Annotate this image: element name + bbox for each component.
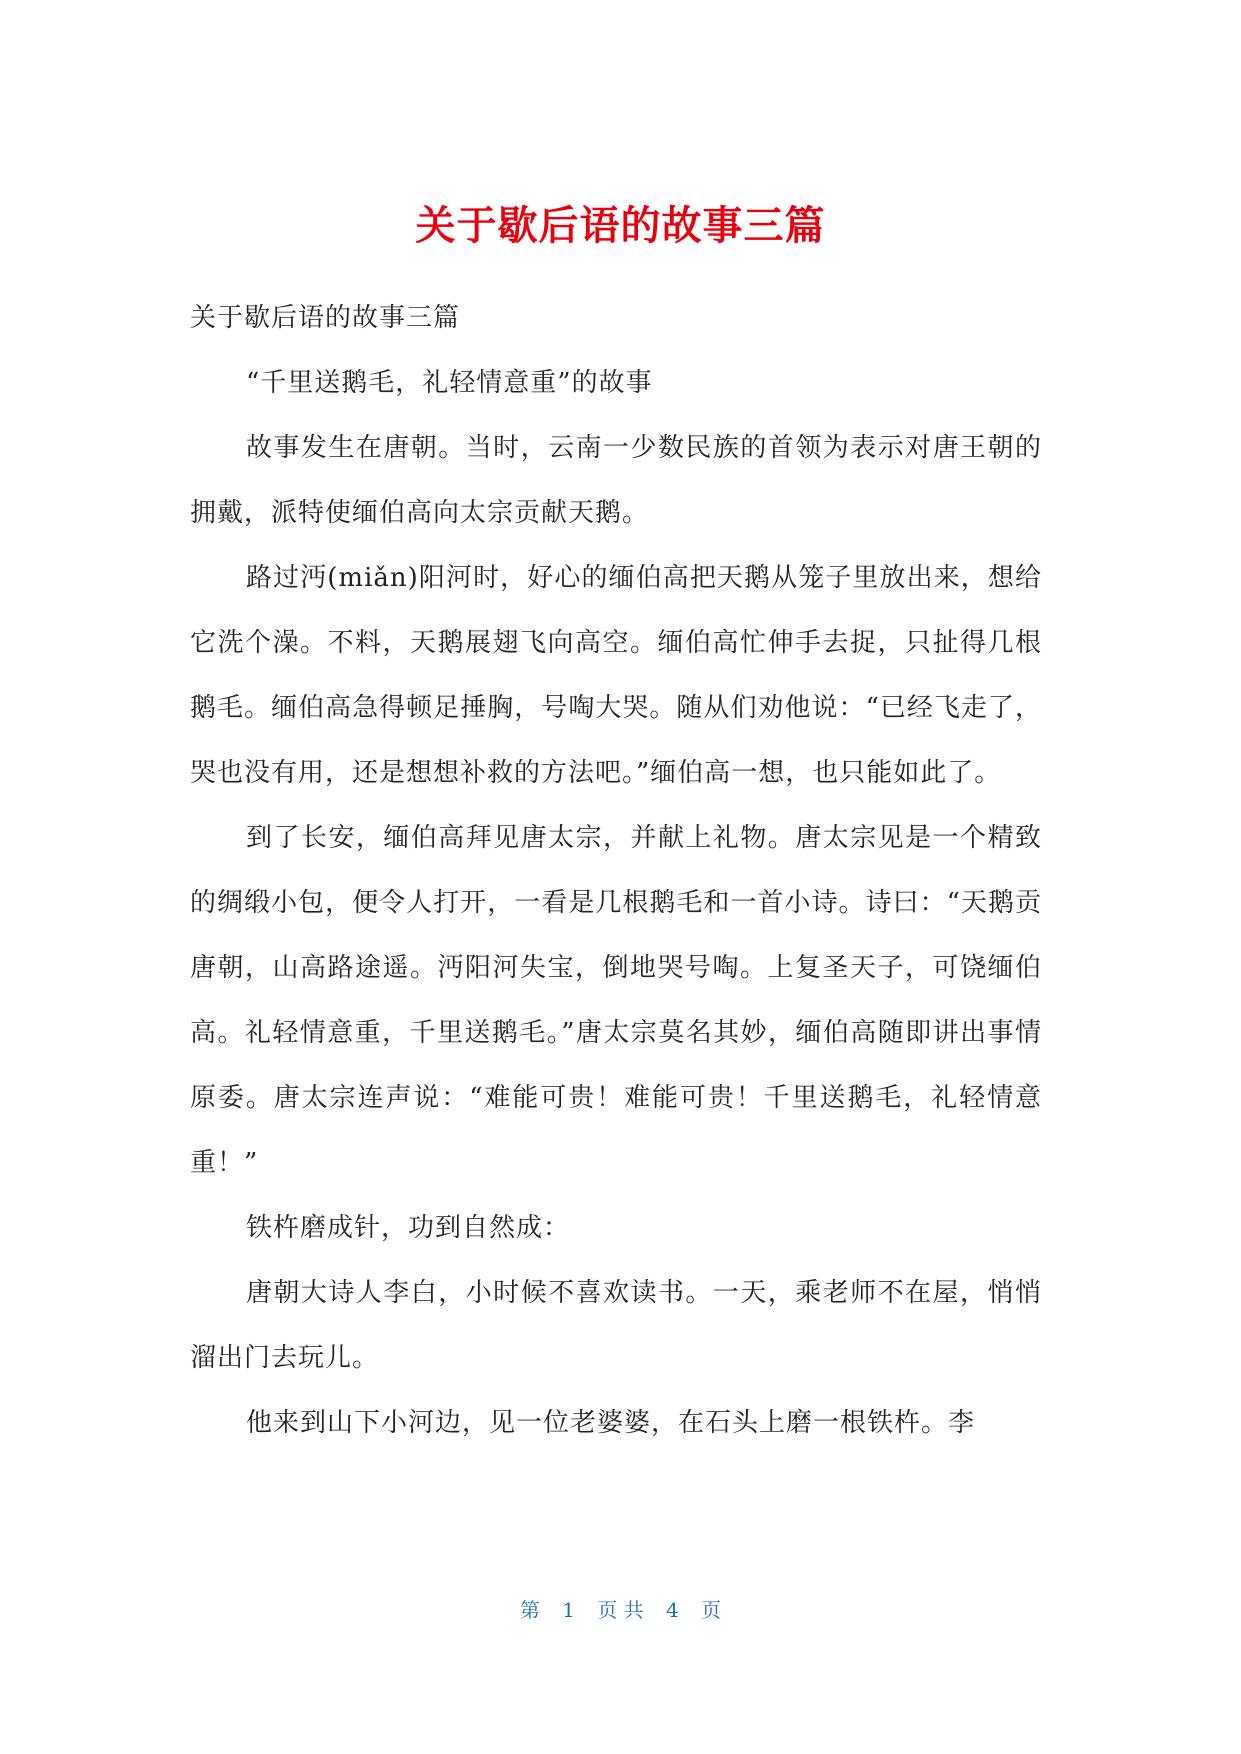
story-subtitle: “千里送鹅毛，礼轻情意重”的故事: [246, 368, 653, 398]
document-body: [190, 286, 1042, 1456]
body-paragraph: 路过沔(miǎn)阳河时，好心的缅伯高把天鹅从笼子里放出来，想给它洗个澡。不料，天鹅展翅飞向高空。缅伯高忙伸手去捉，只扯得几根鹅毛。缅伯高急得顿足捶胸，号啕大哭。随从们劝他说：“已经飞走了，哭也没有用，还是想想补救的方法吧。”缅伯高一想，也只能如此了。: [190, 563, 1042, 788]
footer-suffix: 页: [701, 1598, 722, 1622]
document-title: 关于歇后语的故事三篇: [415, 203, 826, 249]
footer-prefix: 第: [519, 1598, 540, 1622]
footer-middle: 页 共: [597, 1598, 644, 1622]
footer-current-page: 1: [562, 1598, 575, 1622]
body-paragraph: 唐朝大诗人李白，小时候不喜欢读书。一天，乘老师不在屋，悄悄溜出门去玩儿。: [190, 1278, 1042, 1373]
footer-total-pages: 4: [666, 1598, 679, 1622]
body-paragraph-heading: 关于歇后语的故事三篇: [190, 303, 461, 333]
body-paragraph: 到了长安，缅伯高拜见唐太宗，并献上礼物。唐太宗见是一个精致的绸缎小包，便令人打开，一看是几根鹅毛和一首小诗。诗曰：“天鹅贡唐朝，山高路途遥。沔阳河失宝，倒地哭号啕。上复圣天子，可饶缅伯高。礼轻情意重，千里送鹅毛。”唐太宗莫名其妙，缅伯高随即讲出事情原委。唐太宗连声说：“难能可贵！难能可贵！千里送鹅毛，礼轻情意重！”: [190, 823, 1042, 1178]
body-paragraph: 故事发生在唐朝。当时，云南一少数民族的首领为表示对唐王朝的拥戴，派特使缅伯高向太宗贡献天鹅。: [190, 433, 1042, 528]
page-footer: [0, 1596, 1241, 1624]
story-subtitle: 铁杵磨成针，功到自然成：: [246, 1213, 571, 1243]
body-paragraph: 他来到山下小河边，见一位老婆婆，在石头上磨一根铁杵。李: [246, 1408, 976, 1438]
